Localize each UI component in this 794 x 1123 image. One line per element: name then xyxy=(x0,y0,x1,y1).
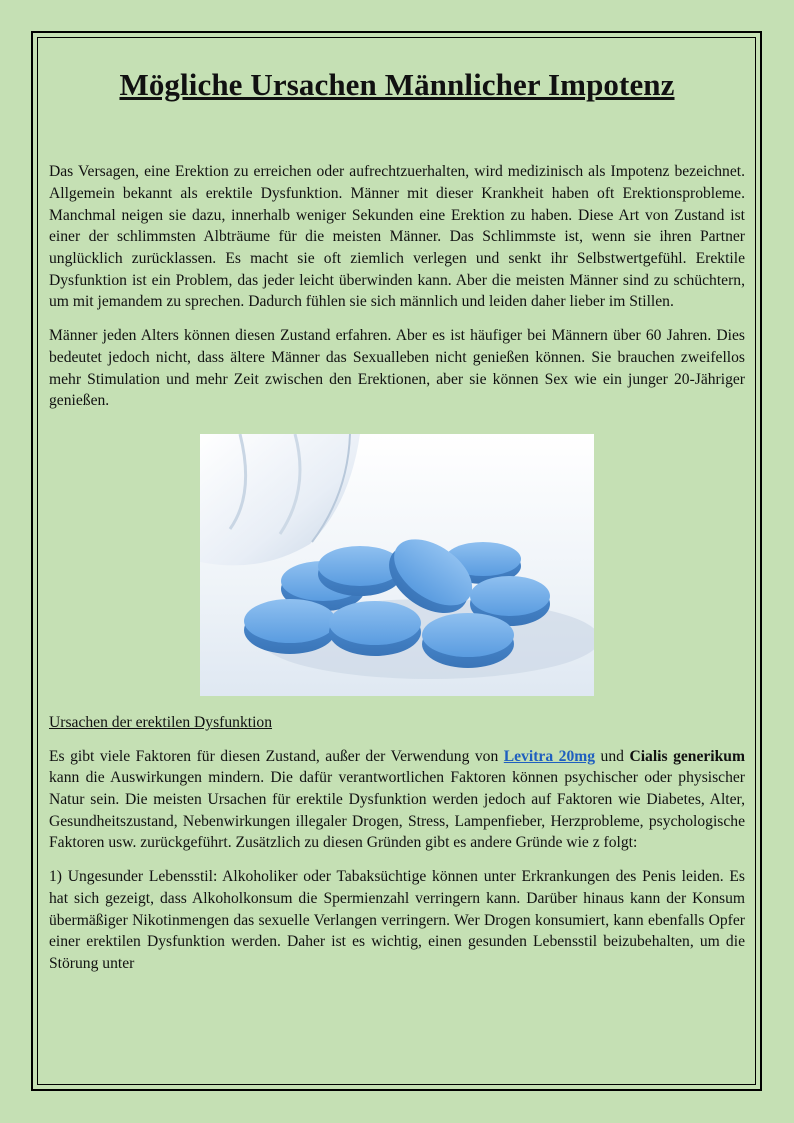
paragraph-age: Männer jeden Alters können diesen Zustand erfahren. Aber es ist häufiger bei Männern über 60 Jahren. Dies bedeutet jedoch nicht, dass ältere Männer das Sexualleben nicht genießen können. Sie brauchen zweifellos mehr Stimulation und mehr Zeit zwischen den Erektionen, aber sie können Sex wie ein junger 20-Jähriger genießen. xyxy=(49,327,745,410)
paragraph-intro: Das Versagen, eine Erektion zu erreichen oder aufrechtzuerhalten, wird medizinisch als Impotenz bezeichnet. Allgemein bekannt als erektile Dysfunktion. Männer mit dieser Krankheit haben oft Erektionsprobleme. Manchmal neigen sie dazu, innerhalb weniger Sekunden eine Erektion zu haben. Diese Art von Zustand ist einer der schlimmsten Albträume für die meisten Männer. Das Schlimmste ist, wenn sie ihren Partner unglücklich zurücklassen. Es macht sie oft ziemlich verlegen und senkt ihr Selbstwertgefühl. Erektile Dysfunktion ist ein Problem, das jeder leicht überwinden kann. Aber die meisten Männer sind zu schüchtern, um mit jemandem zu sprechen. Dadurch fühlen sie sich männlich und leiden daher lieber im Stillen. xyxy=(49,163,745,311)
paragraph-factors-and: und xyxy=(595,747,630,765)
paragraph-factors-start: Es gibt viele Faktoren für diesen Zustand, außer der Verwendung von xyxy=(49,747,504,765)
document-content xyxy=(49,66,745,975)
paragraph-lifestyle: 1) Ungesunder Lebensstil: Alkoholiker oder Tabaksüchtige können unter Erkrankungen des Penis leiden. Es hat sich gezeigt, dass Alkoholkonsum die Spermienzahl verringern kann. Darüber hinaus kann der Konsum übermäßiger Nikotinmengen das sexuelle Verlangen verringern. Wer Drogen konsumiert, kann ebenfalls Opfer einer erektilen Dysfunktion werden. Daher ist es wichtig, einen gesunden Lebensstil beizubehalten, um die Störung unter xyxy=(49,868,745,972)
paragraph-factors-end: kann die Auswirkungen mindern. Die dafür verantwortlichen Faktoren können psychischer oder physischer Natur sein. Die meisten Ursachen für erektile Dysfunktion werden jedoch auf Faktoren wie Diabetes, Alter, Gesundheitszustand, Nebenwirkungen illegaler Drogen, Stress, Lampenfieber, Herzprobleme, psychologische Faktoren usw. zurückgeführt. Zusätzlich zu diesen Gründen gibt es andere Gründe wie z folgt: xyxy=(49,769,745,852)
cialis-bold-text: Cialis generikum xyxy=(629,747,745,765)
levitra-link[interactable]: Levitra 20mg xyxy=(503,747,596,765)
pills-photo xyxy=(200,434,594,696)
section-heading-causes: Ursachen der erektilen Dysfunktion xyxy=(49,713,273,731)
paragraph-factors xyxy=(49,746,745,855)
page-title: Mögliche Ursachen Männlicher Impotenz xyxy=(119,67,675,102)
